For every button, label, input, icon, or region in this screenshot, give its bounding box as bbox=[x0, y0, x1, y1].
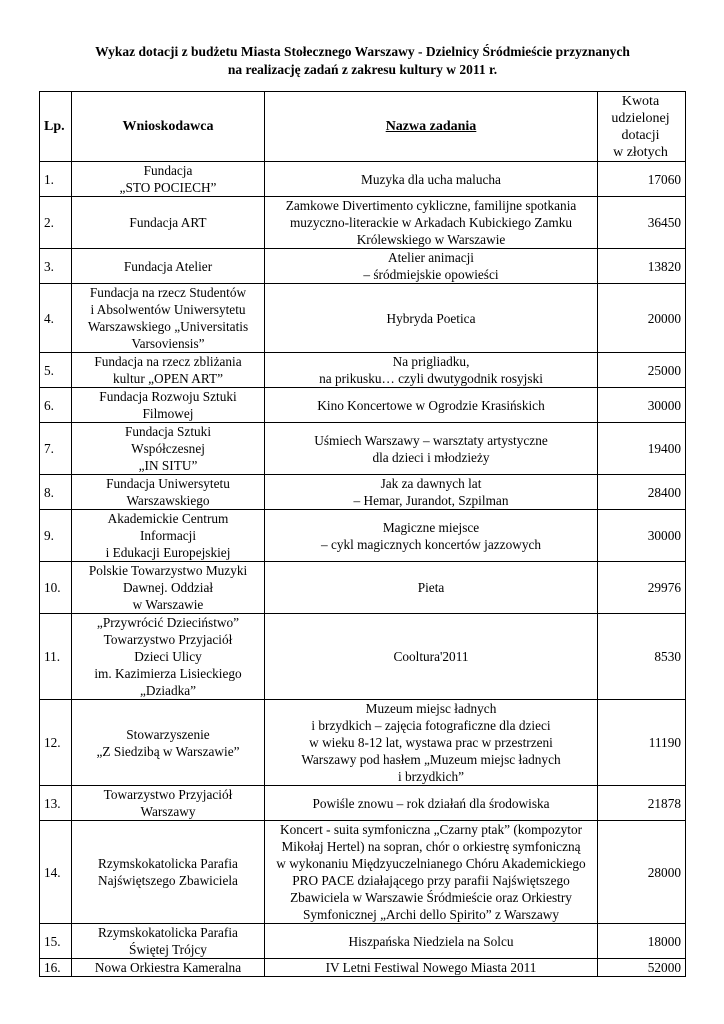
table-row bbox=[40, 786, 686, 821]
cell-applicant: Fundacja na rzecz zbliżania kultur „OPEN ART” bbox=[72, 353, 265, 388]
cell-amount: 18000 bbox=[598, 924, 686, 959]
table-row bbox=[40, 388, 686, 423]
cell-lp: 15. bbox=[40, 924, 72, 959]
table-header-row bbox=[40, 92, 686, 162]
cell-lp: 3. bbox=[40, 249, 72, 284]
cell-task-name: Koncert - suita symfoniczna „Czarny ptak” (kompozytor Mikołaj Hertel) na sopran, chór o orkiestrę symfoniczną w wykonaniu Międzyuczelnianego Chóru Akademickiego PRO PACE działającego przy parafii Najświętszego Zbawiciela w Warszawie Śródmieście oraz Orkiestry Symfonicznej „Archi dello Spirito” z Warszawy bbox=[265, 821, 598, 924]
cell-lp: 4. bbox=[40, 284, 72, 353]
cell-amount: 21878 bbox=[598, 786, 686, 821]
cell-amount: 30000 bbox=[598, 388, 686, 423]
cell-task-name: Hybryda Poetica bbox=[265, 284, 598, 353]
cell-task-name: Zamkowe Divertimento cykliczne, familijne spotkania muzyczno-literackie w Arkadach Kubickiego Zamku Królewskiego w Warszawie bbox=[265, 197, 598, 249]
cell-lp: 16. bbox=[40, 959, 72, 977]
cell-applicant: „Przywrócić Dzieciństwo” Towarzystwo Przyjaciół Dzieci Ulicy im. Kazimierza Lisieckiego „Dziadka” bbox=[72, 614, 265, 700]
table-row bbox=[40, 197, 686, 249]
cell-lp: 8. bbox=[40, 475, 72, 510]
cell-applicant: Rzymskokatolicka Parafia Świętej Trójcy bbox=[72, 924, 265, 959]
table-row bbox=[40, 959, 686, 977]
cell-amount: 20000 bbox=[598, 284, 686, 353]
cell-lp: 1. bbox=[40, 162, 72, 197]
document-title bbox=[40, 43, 685, 79]
cell-task-name: Powiśle znowu – rok działań dla środowiska bbox=[265, 786, 598, 821]
cell-task-name: Uśmiech Warszawy – warsztaty artystyczne dla dzieci i młodzieży bbox=[265, 423, 598, 475]
cell-task-name: Magiczne miejsce – cykl magicznych koncertów jazzowych bbox=[265, 510, 598, 562]
cell-task-name: Atelier animacji – śródmiejskie opowieści bbox=[265, 249, 598, 284]
cell-applicant: Fundacja ART bbox=[72, 197, 265, 249]
cell-task-name: Muzeum miejsc ładnych i brzydkich – zajęcia fotograficzne dla dzieci w wieku 8-12 lat, wystawa prac w przestrzeni Warszawy pod hasłem „Muzeum miejsc ładnych i brzydkich” bbox=[265, 700, 598, 786]
cell-applicant: Fundacja Rozwoju Sztuki Filmowej bbox=[72, 388, 265, 423]
cell-lp: 2. bbox=[40, 197, 72, 249]
cell-task-name: Pieta bbox=[265, 562, 598, 614]
title-line-1: Wykaz dotacji z budżetu Miasta Stołecznego Warszawy - Dzielnicy Śródmieście przyznanych bbox=[95, 44, 630, 59]
cell-applicant: Polskie Towarzystwo Muzyki Dawnej. Oddział w Warszawie bbox=[72, 562, 265, 614]
header-lp: Lp. bbox=[40, 92, 72, 162]
cell-lp: 14. bbox=[40, 821, 72, 924]
cell-amount: 30000 bbox=[598, 510, 686, 562]
cell-task-name: Cooltura'2011 bbox=[265, 614, 598, 700]
header-amount: Kwota udzielonej dotacji w złotych bbox=[598, 92, 686, 162]
table-row bbox=[40, 162, 686, 197]
cell-amount: 28000 bbox=[598, 821, 686, 924]
table-row bbox=[40, 562, 686, 614]
cell-applicant: Nowa Orkiestra Kameralna bbox=[72, 959, 265, 977]
cell-lp: 13. bbox=[40, 786, 72, 821]
cell-amount: 36450 bbox=[598, 197, 686, 249]
cell-lp: 10. bbox=[40, 562, 72, 614]
table-row bbox=[40, 821, 686, 924]
cell-lp: 11. bbox=[40, 614, 72, 700]
table-row bbox=[40, 475, 686, 510]
cell-lp: 9. bbox=[40, 510, 72, 562]
cell-applicant: Akademickie Centrum Informacji i Edukacji Europejskiej bbox=[72, 510, 265, 562]
cell-task-name: Hiszpańska Niedziela na Solcu bbox=[265, 924, 598, 959]
table-row bbox=[40, 353, 686, 388]
grants-table bbox=[39, 91, 686, 977]
cell-lp: 6. bbox=[40, 388, 72, 423]
cell-task-name: Kino Koncertowe w Ogrodzie Krasińskich bbox=[265, 388, 598, 423]
cell-task-name: IV Letni Festiwal Nowego Miasta 2011 bbox=[265, 959, 598, 977]
cell-amount: 25000 bbox=[598, 353, 686, 388]
cell-amount: 28400 bbox=[598, 475, 686, 510]
cell-task-name: Na prigliadku, na prikusku… czyli dwutygodnik rosyjski bbox=[265, 353, 598, 388]
cell-lp: 12. bbox=[40, 700, 72, 786]
cell-applicant: Towarzystwo Przyjaciół Warszawy bbox=[72, 786, 265, 821]
cell-task-name: Muzyka dla ucha malucha bbox=[265, 162, 598, 197]
table-row bbox=[40, 284, 686, 353]
cell-applicant: Stowarzyszenie „Z Siedzibą w Warszawie” bbox=[72, 700, 265, 786]
table-row bbox=[40, 510, 686, 562]
title-line-2: na realizację zadań z zakresu kultury w 2011 r. bbox=[227, 62, 498, 77]
table-row bbox=[40, 924, 686, 959]
cell-applicant: Fundacja Uniwersytetu Warszawskiego bbox=[72, 475, 265, 510]
cell-amount: 11190 bbox=[598, 700, 686, 786]
cell-amount: 29976 bbox=[598, 562, 686, 614]
cell-applicant: Fundacja Atelier bbox=[72, 249, 265, 284]
cell-applicant: Fundacja na rzecz Studentów i Absolwentów Uniwersytetu Warszawskiego „Universitatis Varsoviensis” bbox=[72, 284, 265, 353]
cell-applicant: Fundacja Sztuki Współczesnej „IN SITU” bbox=[72, 423, 265, 475]
cell-amount: 8530 bbox=[598, 614, 686, 700]
cell-amount: 17060 bbox=[598, 162, 686, 197]
table-row bbox=[40, 614, 686, 700]
table-row bbox=[40, 700, 686, 786]
table-row bbox=[40, 249, 686, 284]
cell-amount: 19400 bbox=[598, 423, 686, 475]
header-applicant: Wnioskodawca bbox=[72, 92, 265, 162]
cell-task-name: Jak za dawnych lat – Hemar, Jurandot, Szpilman bbox=[265, 475, 598, 510]
cell-applicant: Fundacja „STO POCIECH” bbox=[72, 162, 265, 197]
cell-lp: 7. bbox=[40, 423, 72, 475]
cell-amount: 52000 bbox=[598, 959, 686, 977]
cell-amount: 13820 bbox=[598, 249, 686, 284]
header-task-name: Nazwa zadania bbox=[265, 92, 598, 162]
cell-applicant: Rzymskokatolicka Parafia Najświętszego Zbawiciela bbox=[72, 821, 265, 924]
cell-lp: 5. bbox=[40, 353, 72, 388]
table-row bbox=[40, 423, 686, 475]
